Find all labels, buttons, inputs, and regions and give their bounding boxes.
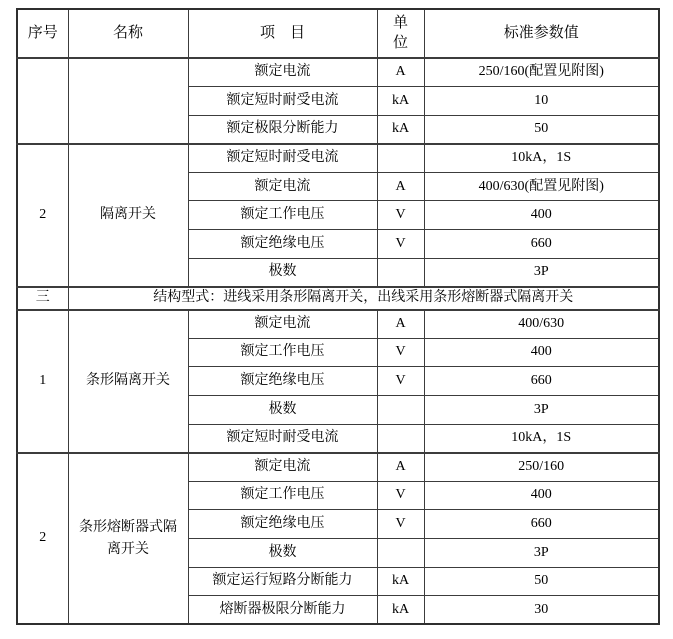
table-row xyxy=(17,144,659,173)
spec-table xyxy=(16,8,660,625)
item-cell: 额定工作电压 xyxy=(188,481,377,510)
item-cell: 额定绝缘电压 xyxy=(188,367,377,396)
item-cell: 额定电流 xyxy=(188,453,377,482)
item-cell: 额定短时耐受电流 xyxy=(188,424,377,453)
item-cell: 额定绝缘电压 xyxy=(188,510,377,539)
unit-cell: kA xyxy=(377,115,424,144)
value-cell: 660 xyxy=(424,230,659,259)
unit-cell xyxy=(377,258,424,287)
section-row xyxy=(17,287,659,310)
group-seq-cell: 2 xyxy=(17,453,68,625)
unit-cell xyxy=(377,144,424,173)
unit-cell: V xyxy=(377,201,424,230)
unit-cell: A xyxy=(377,310,424,339)
unit-cell: A xyxy=(377,453,424,482)
unit-cell xyxy=(377,539,424,568)
value-cell: 10kA，1S xyxy=(424,144,659,173)
value-cell: 400/630 xyxy=(424,310,659,339)
value-cell: 50 xyxy=(424,115,659,144)
col-header-seq: 序号 xyxy=(17,9,68,58)
value-cell: 400/630(配置见附图) xyxy=(424,172,659,201)
table-row xyxy=(17,453,659,482)
item-cell: 极数 xyxy=(188,539,377,568)
value-cell: 50 xyxy=(424,567,659,596)
unit-cell: A xyxy=(377,172,424,201)
unit-cell: kA xyxy=(377,567,424,596)
group-name-cell xyxy=(68,58,188,144)
col-header-value: 标准参数值 xyxy=(424,9,659,58)
item-cell: 额定极限分断能力 xyxy=(188,115,377,144)
section-text-cell: 结构型式：进线采用条形隔离开关，出线采用条形熔断器式隔离开关 xyxy=(68,287,659,310)
value-cell: 3P xyxy=(424,258,659,287)
unit-cell: A xyxy=(377,58,424,87)
group-name-cell: 条形隔离开关 xyxy=(68,310,188,453)
table-row xyxy=(17,310,659,339)
col-header-name: 名称 xyxy=(68,9,188,58)
unit-cell: kA xyxy=(377,596,424,625)
group-name-cell: 条形熔断器式隔离开关 xyxy=(68,453,188,625)
unit-cell: V xyxy=(377,510,424,539)
unit-cell: V xyxy=(377,481,424,510)
item-cell: 额定绝缘电压 xyxy=(188,230,377,259)
item-cell: 额定短时耐受电流 xyxy=(188,87,377,116)
unit-cell xyxy=(377,396,424,425)
item-cell: 额定电流 xyxy=(188,172,377,201)
value-cell: 3P xyxy=(424,539,659,568)
table-row xyxy=(17,58,659,87)
group-seq-cell: 1 xyxy=(17,310,68,453)
unit-cell: V xyxy=(377,230,424,259)
item-cell: 熔断器极限分断能力 xyxy=(188,596,377,625)
col-header-unit xyxy=(377,9,424,58)
value-cell: 10kA，1S xyxy=(424,424,659,453)
unit-cell: kA xyxy=(377,87,424,116)
group-seq-cell: 2 xyxy=(17,144,68,287)
item-cell: 极数 xyxy=(188,258,377,287)
unit-cell: V xyxy=(377,338,424,367)
value-cell: 400 xyxy=(424,481,659,510)
item-cell: 额定运行短路分断能力 xyxy=(188,567,377,596)
spec-table-container xyxy=(16,8,660,625)
value-cell: 10 xyxy=(424,87,659,116)
value-cell: 30 xyxy=(424,596,659,625)
item-cell: 额定短时耐受电流 xyxy=(188,144,377,173)
item-cell: 极数 xyxy=(188,396,377,425)
item-cell: 额定工作电压 xyxy=(188,201,377,230)
col-header-item: 项 目 xyxy=(188,9,377,58)
value-cell: 400 xyxy=(424,338,659,367)
value-cell: 400 xyxy=(424,201,659,230)
header-row xyxy=(17,9,659,58)
item-cell: 额定工作电压 xyxy=(188,338,377,367)
group-seq-cell xyxy=(17,58,68,144)
unit-cell: V xyxy=(377,367,424,396)
item-cell: 额定电流 xyxy=(188,310,377,339)
group-name-cell: 隔离开关 xyxy=(68,144,188,287)
value-cell: 3P xyxy=(424,396,659,425)
unit-cell xyxy=(377,424,424,453)
value-cell: 660 xyxy=(424,510,659,539)
col-header-unit-label: 单位 xyxy=(392,14,408,51)
value-cell: 250/160(配置见附图) xyxy=(424,58,659,87)
value-cell: 660 xyxy=(424,367,659,396)
section-seq-cell: 三 xyxy=(17,287,68,310)
value-cell: 250/160 xyxy=(424,453,659,482)
item-cell: 额定电流 xyxy=(188,58,377,87)
